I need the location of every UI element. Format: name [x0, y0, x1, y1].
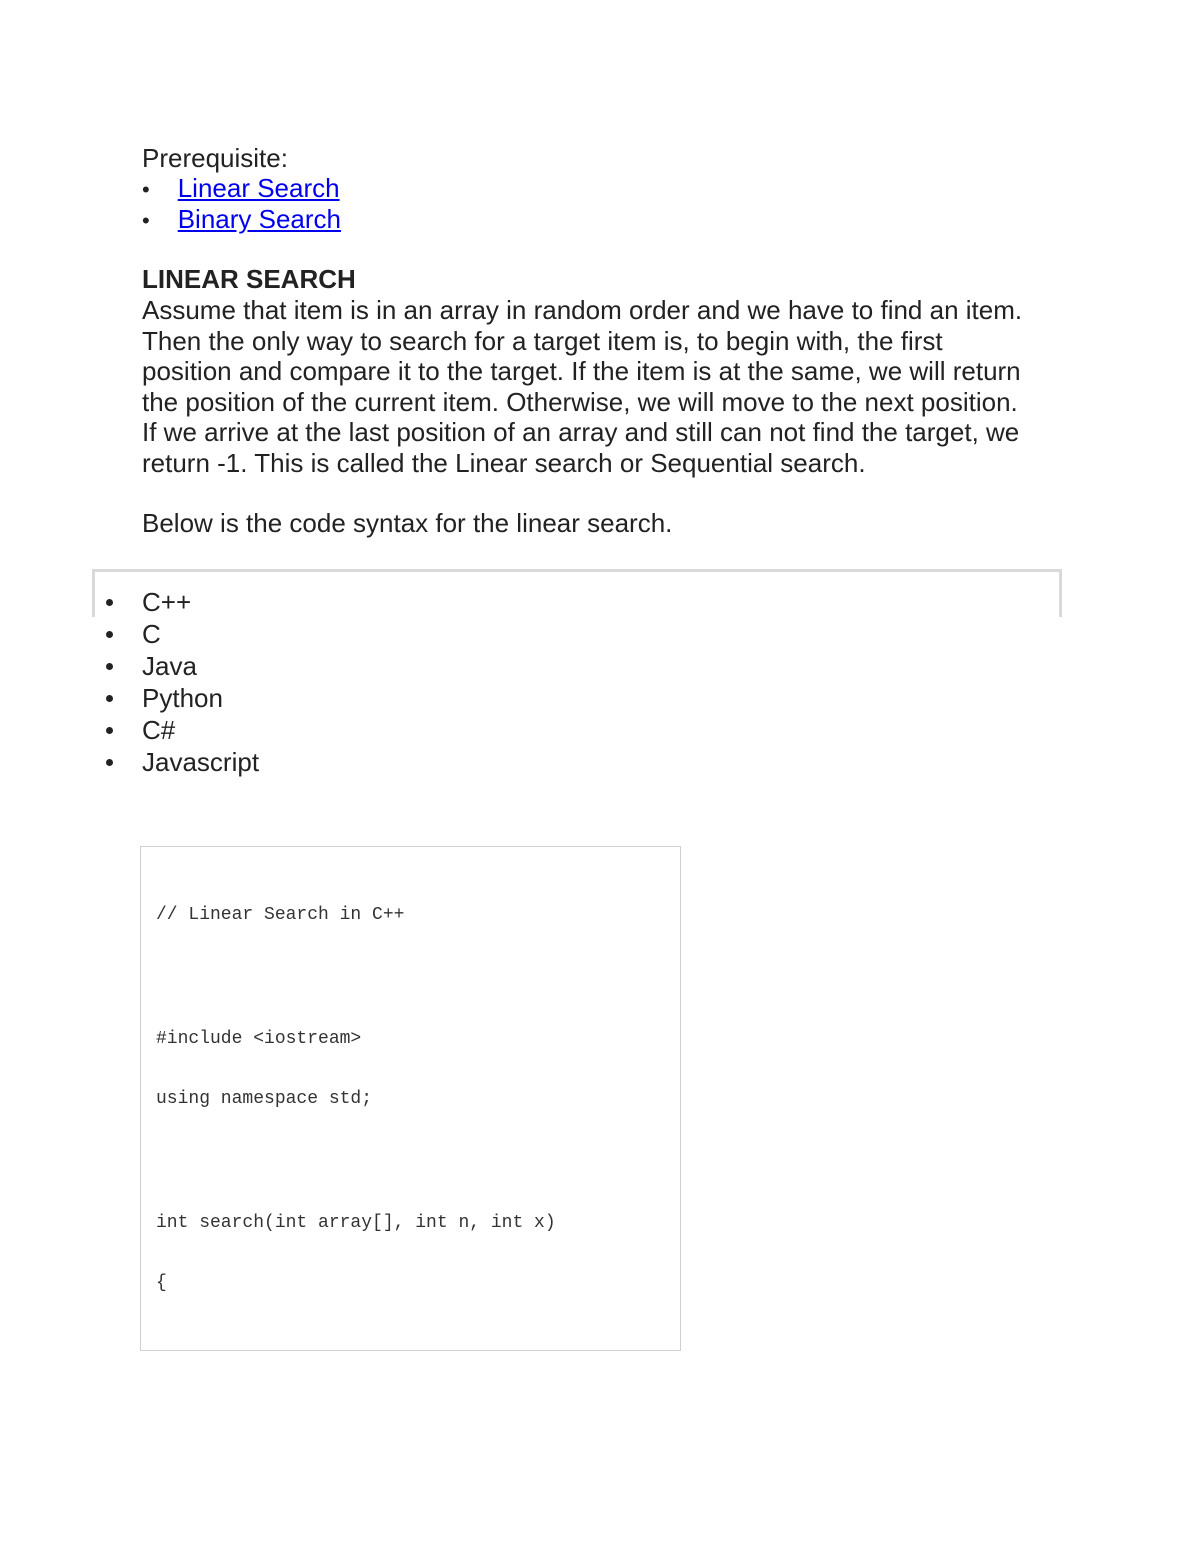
paragraph-line: Then the only way to search for a target item is, to begin with, the first	[142, 325, 943, 356]
language-label: Python	[142, 683, 223, 713]
language-label: Java	[142, 651, 197, 681]
code-line-function-signature: int search(int array[], int n, int x)	[156, 1213, 556, 1233]
code-line-namespace: using namespace std;	[156, 1089, 373, 1109]
paragraph-line: Assume that item is in an array in random order and we have to find an item.	[142, 295, 1023, 325]
language-label: C	[142, 619, 161, 649]
bullet-icon	[106, 695, 113, 702]
code-block	[140, 846, 681, 1351]
bullet-icon	[106, 631, 113, 638]
linear-search-link[interactable]: Linear Search	[177, 173, 340, 203]
paragraph-line: position and compare it to the target. If the item is at the same, we will return	[142, 356, 1021, 387]
language-label: Javascript	[142, 747, 260, 777]
code-line-open-brace: {	[156, 1273, 167, 1293]
bullet-icon: •	[142, 208, 150, 233]
language-label: C#	[142, 715, 176, 745]
paragraph-line: the position of the current item. Otherwise, we will move to the next position.	[142, 386, 1018, 417]
bullet-icon	[106, 727, 113, 734]
section-heading: LINEAR SEARCH	[142, 264, 356, 294]
binary-search-link[interactable]: Binary Search	[177, 204, 342, 234]
bullet-icon	[106, 663, 113, 670]
code-line-include: #include <iostream>	[156, 1029, 362, 1049]
syntax-note: Below is the code syntax for the linear search.	[142, 508, 673, 538]
bullet-icon: •	[142, 177, 150, 202]
bullet-icon	[106, 759, 113, 766]
paragraph-line: If we arrive at the last position of an array and still can not find the target, we	[142, 417, 1020, 448]
language-tab-bar	[92, 569, 1062, 617]
prerequisite-label: Prerequisite:	[142, 143, 288, 173]
paragraph-line: return -1. This is called the Linear search or Sequential search.	[142, 447, 866, 478]
bullet-icon	[106, 599, 113, 606]
description-paragraph	[142, 295, 1062, 479]
prerequisite-item-linear-search	[142, 173, 340, 205]
language-label: C++	[142, 587, 192, 617]
prerequisite-item-binary-search	[142, 204, 341, 236]
code-line-comment: // Linear Search in C++	[156, 905, 405, 925]
